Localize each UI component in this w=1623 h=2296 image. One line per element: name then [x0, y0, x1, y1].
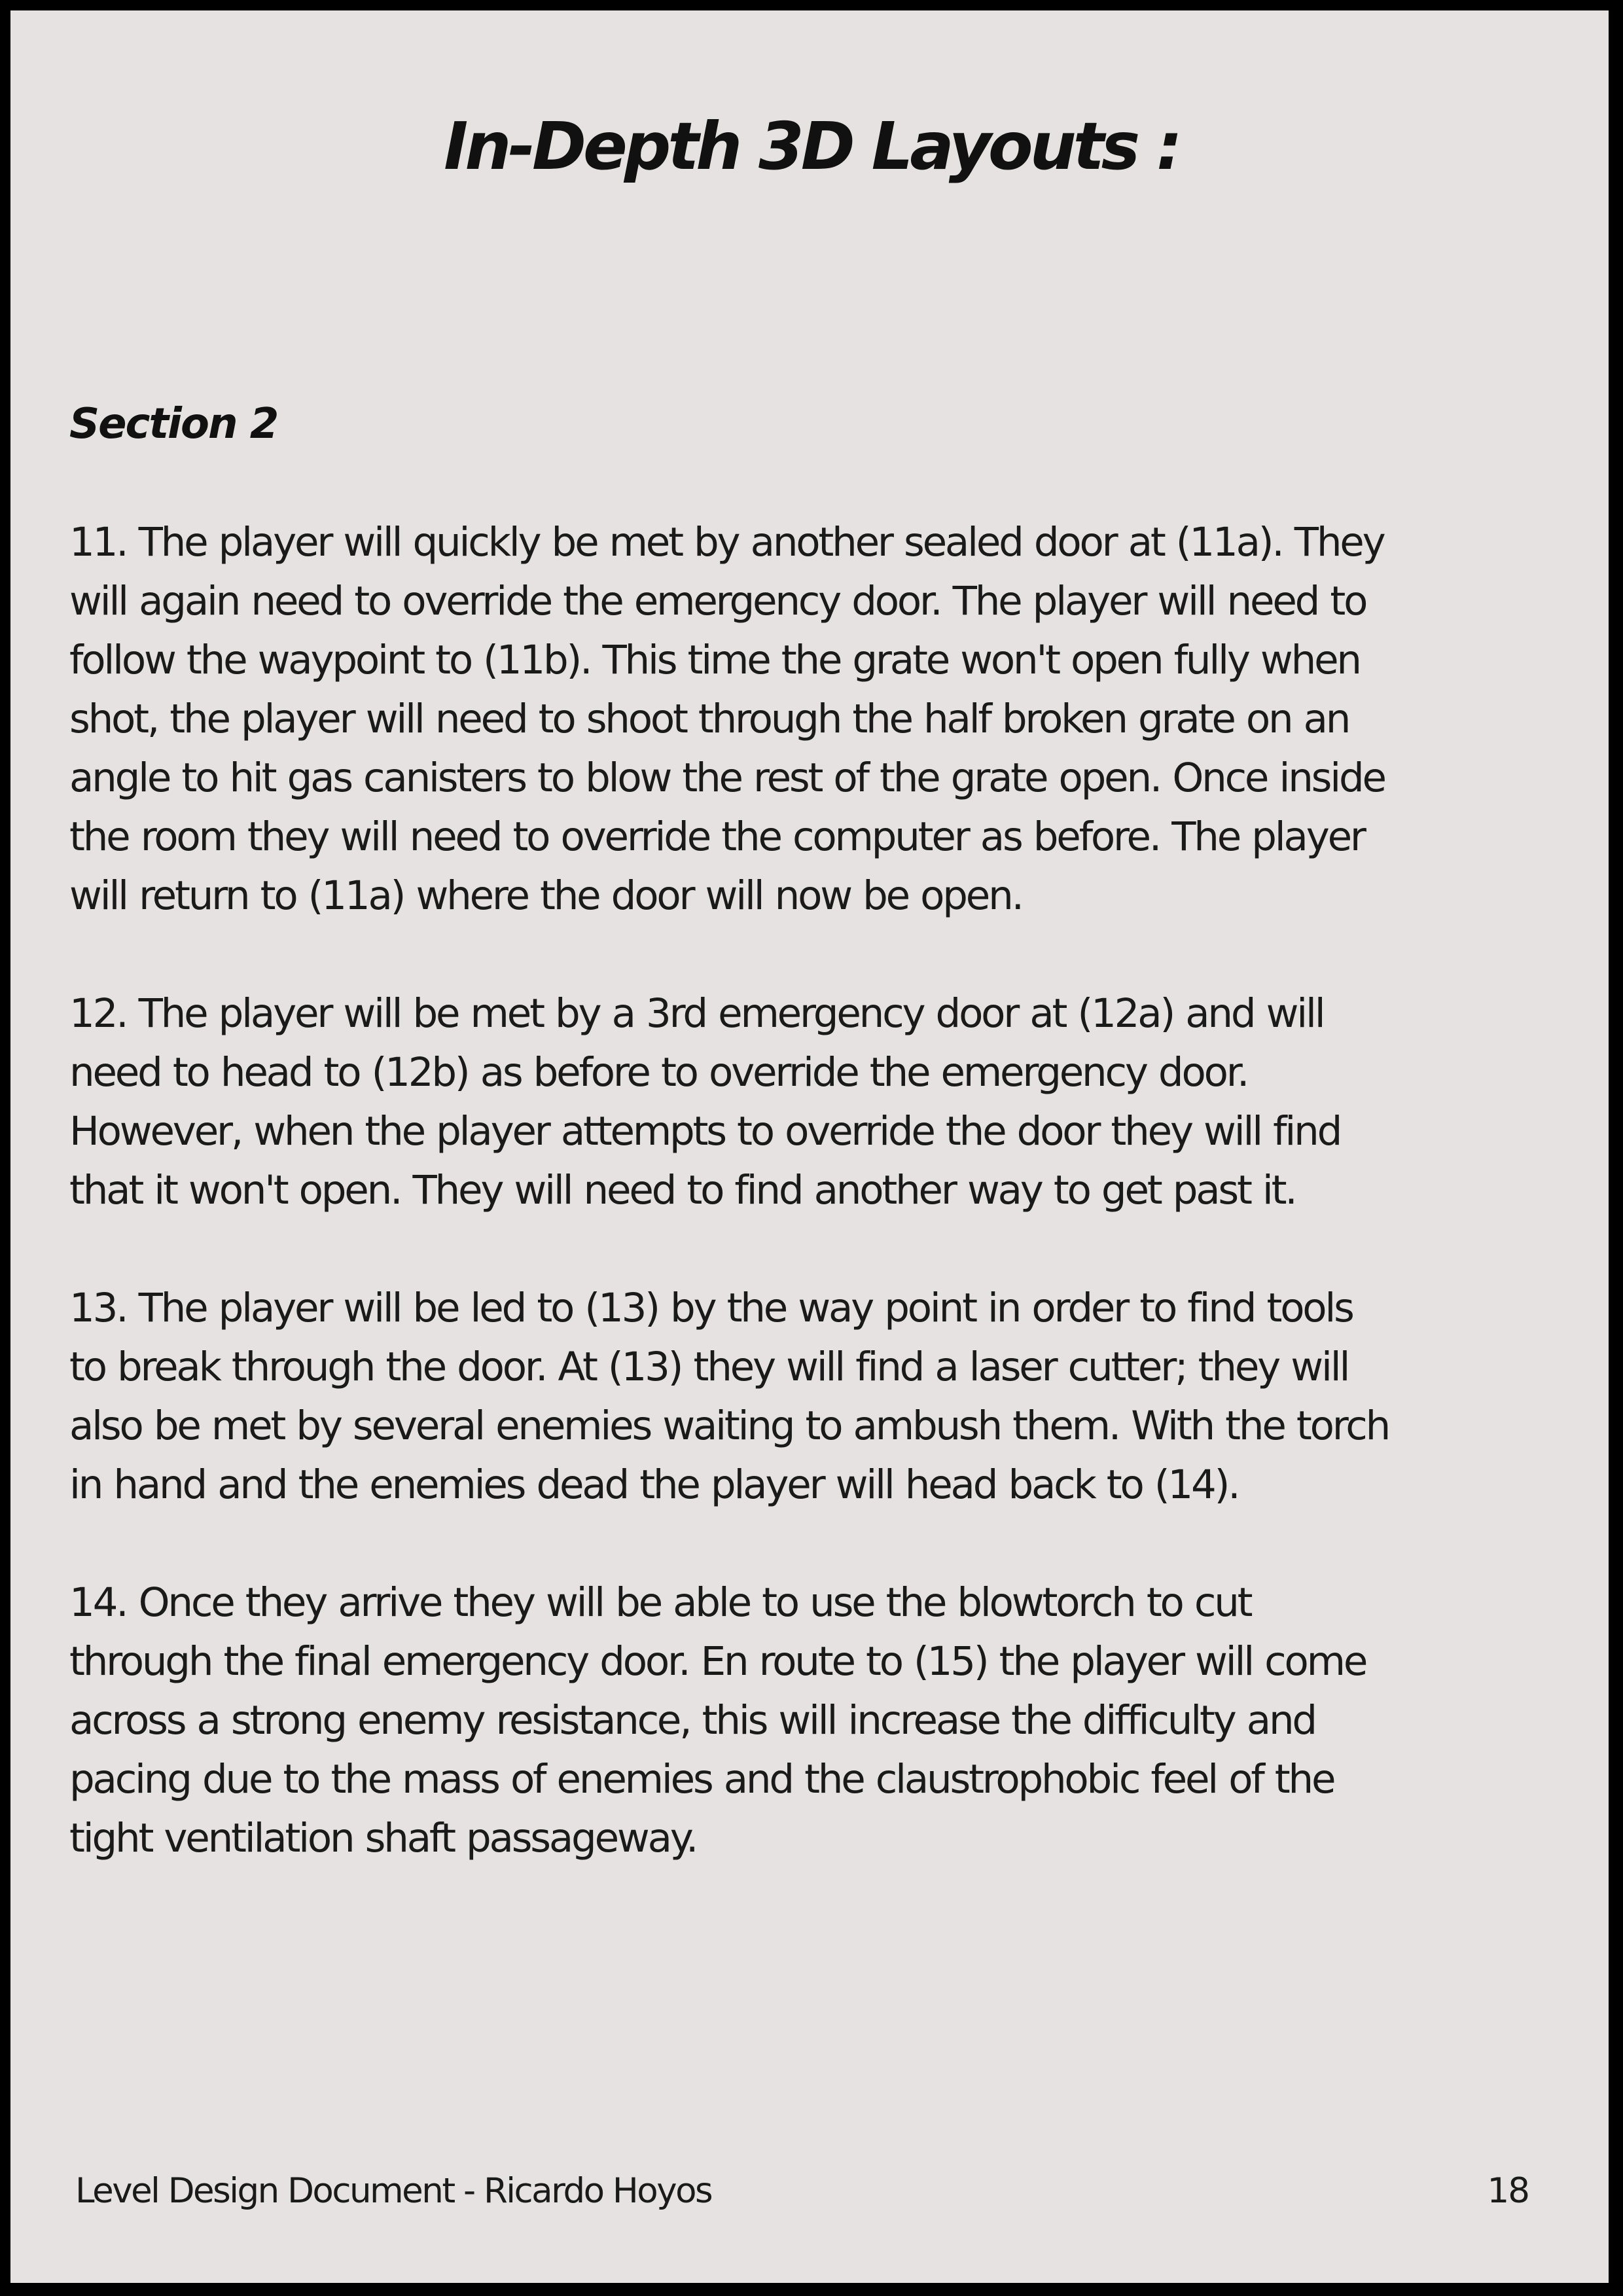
- paragraph-11: [69, 513, 1575, 925]
- text-line: that it won't open. They will need to find another way to get past it.: [69, 1167, 1296, 1213]
- text-line: through the final emergency door. En route to (15) the player will come: [69, 1638, 1366, 1685]
- text-line: tight ventilation shaft passageway.: [69, 1815, 697, 1861]
- body-text: [69, 513, 1575, 1927]
- paragraph-14: [69, 1573, 1575, 1868]
- text-line: need to head to (12b) as before to override the emergency door.: [69, 1049, 1248, 1096]
- text-line: shot, the player will need to shoot through the half broken grate on an: [69, 696, 1349, 742]
- footer-document-title: Level Design Document - Ricardo Hoyos: [75, 2171, 712, 2211]
- text-line: However, when the player attempts to override the door they will find: [69, 1108, 1341, 1155]
- paragraph-13: [69, 1279, 1575, 1515]
- text-line: 12. The player will be met by a 3rd emergency door at (12a) and will: [69, 990, 1324, 1037]
- text-line: follow the waypoint to (11b). This time the grate won't open fully when: [69, 637, 1360, 683]
- text-line: 11. The player will quickly be met by another sealed door at (11a). They: [69, 519, 1384, 565]
- page-title: In-Depth 3D Layouts :: [444, 108, 1179, 185]
- text-line: the room they will need to override the computer as before. The player: [69, 814, 1364, 860]
- text-line: 13. The player will be led to (13) by the way point in order to find tools: [69, 1285, 1353, 1331]
- text-line: to break through the door. At (13) they will find a laser cutter; they will: [69, 1344, 1349, 1390]
- text-line: also be met by several enemies waiting to ambush them. With the torch: [69, 1403, 1389, 1449]
- page-number: 18: [1487, 2171, 1529, 2211]
- document-page: [10, 10, 1609, 2283]
- section-heading: Section 2: [69, 400, 278, 448]
- text-line: 14. Once they arrive they will be able to use the blowtorch to cut: [69, 1579, 1251, 1626]
- text-line: angle to hit gas canisters to blow the rest of the grate open. Once inside: [69, 755, 1385, 801]
- text-line: will return to (11a) where the door will now be open.: [69, 872, 1022, 919]
- text-line: will again need to override the emergency door. The player will need to: [69, 578, 1366, 624]
- text-line: in hand and the enemies dead the player will head back to (14).: [69, 1462, 1239, 1508]
- text-line: across a strong enemy resistance, this will increase the difficulty and: [69, 1697, 1315, 1744]
- text-line: pacing due to the mass of enemies and the claustrophobic feel of the: [69, 1756, 1334, 1803]
- paragraph-12: [69, 984, 1575, 1220]
